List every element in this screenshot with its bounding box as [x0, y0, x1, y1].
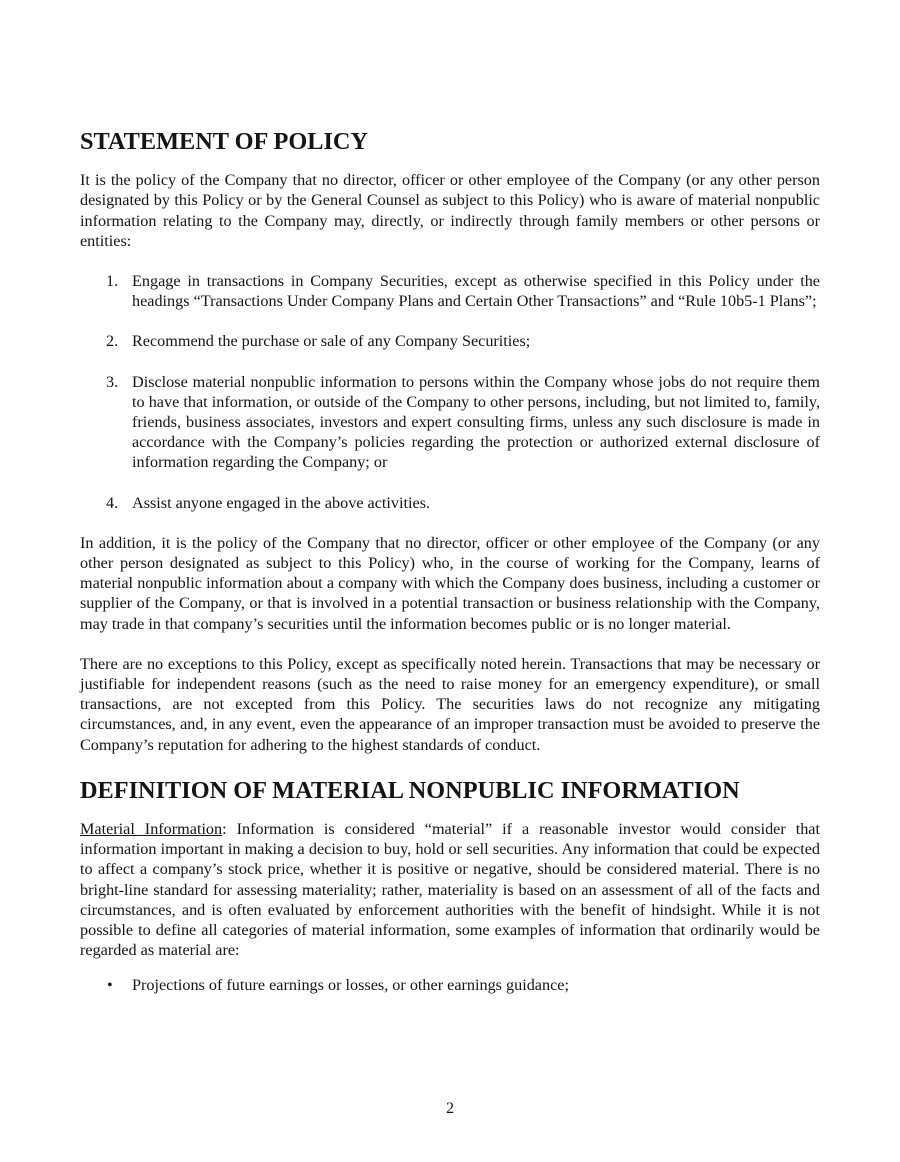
list-item-text: Engage in transactions in Company Securities, except as otherwise specified in this Policy under the headings “Transactions Under Company Plans and Certain Other Transactions” and “Rule 10b5-1 Plans”; — [132, 272, 820, 311]
list-item-number: 4. — [106, 493, 119, 512]
policy-intro-paragraph: It is the policy of the Company that no director, officer or other employee of the Company (or any other person designated by this Policy or by the General Counsel as subject to this Policy) who is aware of material nonpublic information relating to the Company may, directly, or indirectly through family members or other persons or entities: — [80, 171, 820, 250]
prohibited-activities-list — [80, 271, 820, 513]
material-information-paragraph — [80, 819, 820, 960]
material-information-body: : Information is considered “material” if a reasonable investor would consider that information important in making a decision to buy, hold or sell securities. Any information that could be expected to affect a company’s stock price, whether it is positive or negative, should be considered material. There is no bright-line standard for assessing materiality; rather, materiality is based on an assessment of all of the facts and circumstances, and is often evaluated by enforcement authorities with the benefit of hindsight. While it is not possible to define all categories of material information, some examples of information that ordinarily would be regarded as material are: — [80, 820, 820, 960]
list-item-number: 2. — [106, 332, 119, 351]
list-item — [80, 271, 820, 311]
list-item-text: Projections of future earnings or losses, or other earnings guidance; — [132, 975, 569, 994]
list-item-text: Assist anyone engaged in the above activities. — [132, 493, 431, 512]
bullet-icon: • — [107, 975, 113, 994]
section-heading-material-nonpublic-info: DEFINITION OF MATERIAL NONPUBLIC INFORMATION — [80, 776, 740, 804]
exceptions-paragraph: There are no exceptions to this Policy, except as specifically noted herein. Transactions that may be necessary or justifiable for independent reasons (such as the need to raise money for an emergency expenditure), or small transactions, are not excepted from this Policy. The securities laws do not recognize any mitigating circumstances, and, in any event, even the appearance of an improper transaction must be avoided to preserve the Company’s reputation for adhering to the highest standards of conduct. — [80, 654, 820, 754]
list-item-number: 1. — [106, 272, 119, 291]
list-item — [80, 975, 820, 995]
list-item — [80, 331, 820, 351]
list-item-text: Recommend the purchase or sale of any Company Securities; — [132, 332, 531, 351]
list-item-number: 3. — [106, 372, 119, 391]
list-item-text: Disclose material nonpublic information to persons within the Company whose jobs do not require them to have that information, or outside of the Company to other persons, including, but not limited to, family, friends, business associates, investors and expert consulting firms, unless any such disclosure is made in accordance with the Company’s policies regarding the protection or authorized external disclosure of information regarding the Company; or — [132, 372, 820, 472]
list-item — [80, 493, 820, 513]
section-heading-statement-of-policy: STATEMENT OF POLICY — [80, 128, 369, 155]
list-item — [80, 372, 820, 473]
material-information-lead: Material Information — [80, 820, 223, 839]
additional-policy-paragraph: In addition, it is the policy of the Company that no director, officer or other employee of the Company (or any other person designated as subject to this Policy) who, in the course of working for the Company, learns of material nonpublic information about a company with which the Company does business, including a customer or supplier of the Company, or that is involved in a potential transaction or business relationship with the Company, may trade in that company’s securities until the information becomes public or is no longer material. — [80, 533, 820, 633]
material-examples-list — [80, 975, 820, 995]
page-number: 2 — [445, 1099, 455, 1117]
document-page — [80, 128, 820, 995]
